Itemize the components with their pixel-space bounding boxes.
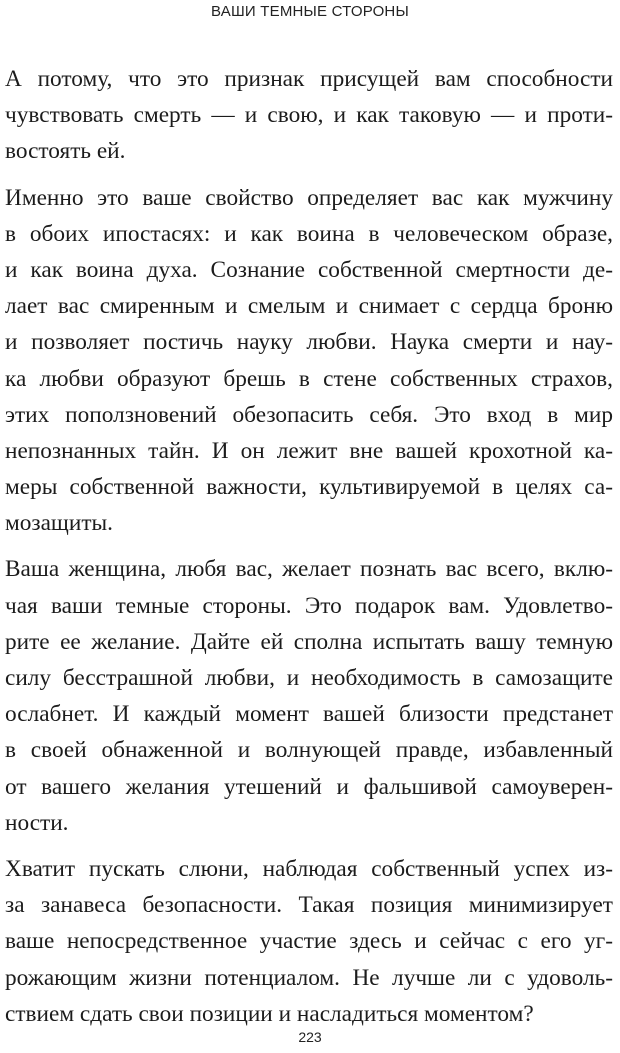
text-line: ствием сдать свои позиции и насладиться моментом? (5, 1000, 534, 1027)
text-line: ослабнет. И каждый момент вашей близости предстанет (5, 701, 613, 728)
text-line: мозащиты. (5, 510, 113, 537)
text-line: лает вас смиренным и смелым и снимает с сердца броню (5, 293, 613, 320)
text-line: за занавеса безопасности. Такая позиция минимизирует (5, 892, 613, 919)
text-line: А потому, что это признак присущей вам способности (5, 66, 613, 92)
text-line: Именно это ваше свойство определяет вас как мужчину (5, 184, 613, 211)
running-header: ВАШИ ТЕМНЫЕ СТОРОНЫ (211, 3, 409, 20)
text-line: непознанных тайн. И он лежит вне вашей крохотной ка- (5, 437, 613, 464)
text-line: востоять ей. (5, 138, 126, 165)
text-line: Ваша женщина, любя вас, желает познать вас всего, вклю- (5, 556, 613, 583)
paragraph (5, 61, 613, 170)
text-line: этих поползновений обезопасить себя. Это вход в мир (5, 401, 613, 428)
text-line: рите ее желание. Дайте ей сполна испытать вашу темную (5, 628, 613, 655)
text-line: ности. (5, 809, 69, 836)
text-line: меры собственной важности, культивируемой в целях са- (5, 474, 613, 501)
text-line: рожающим жизни потенциалом. Не лучше ли с удоволь- (5, 964, 613, 991)
text-line: Хватит пускать слюни, наблюдая собственный успех из- (5, 855, 613, 882)
text-line: ка любви образуют брешь в стене собственных страхов, (5, 365, 613, 392)
text-line: силу бесстрашной любви, и необходимость в самозащите (5, 665, 613, 691)
text-line: в своей обнаженной и волнующей правде, избавленный (5, 737, 613, 764)
text-line: и позволяет постичь науку любви. Наука смерти и нау- (5, 329, 613, 356)
text-line: чая ваши темные стороны. Это подарок вам. Удовлетво- (5, 592, 613, 619)
paragraph (5, 180, 613, 542)
body-text (5, 61, 613, 1042)
text-line: ваше непосредственное участие здесь и сейчас с его уг- (5, 928, 613, 955)
page-number: 223 (298, 1029, 322, 1045)
text-line: от вашего желания утешений и фальшивой самоуверен- (5, 773, 613, 800)
paragraph (5, 551, 613, 841)
text-line: и как воина духа. Сознание собственной смертности де- (5, 256, 613, 283)
text-line: чувствовать смерть — и свою, и как таковую — и проти- (5, 102, 613, 129)
paragraph (5, 851, 613, 1032)
text-line: в обоих ипостасях: и как воина в человеческом образе, (5, 220, 613, 247)
